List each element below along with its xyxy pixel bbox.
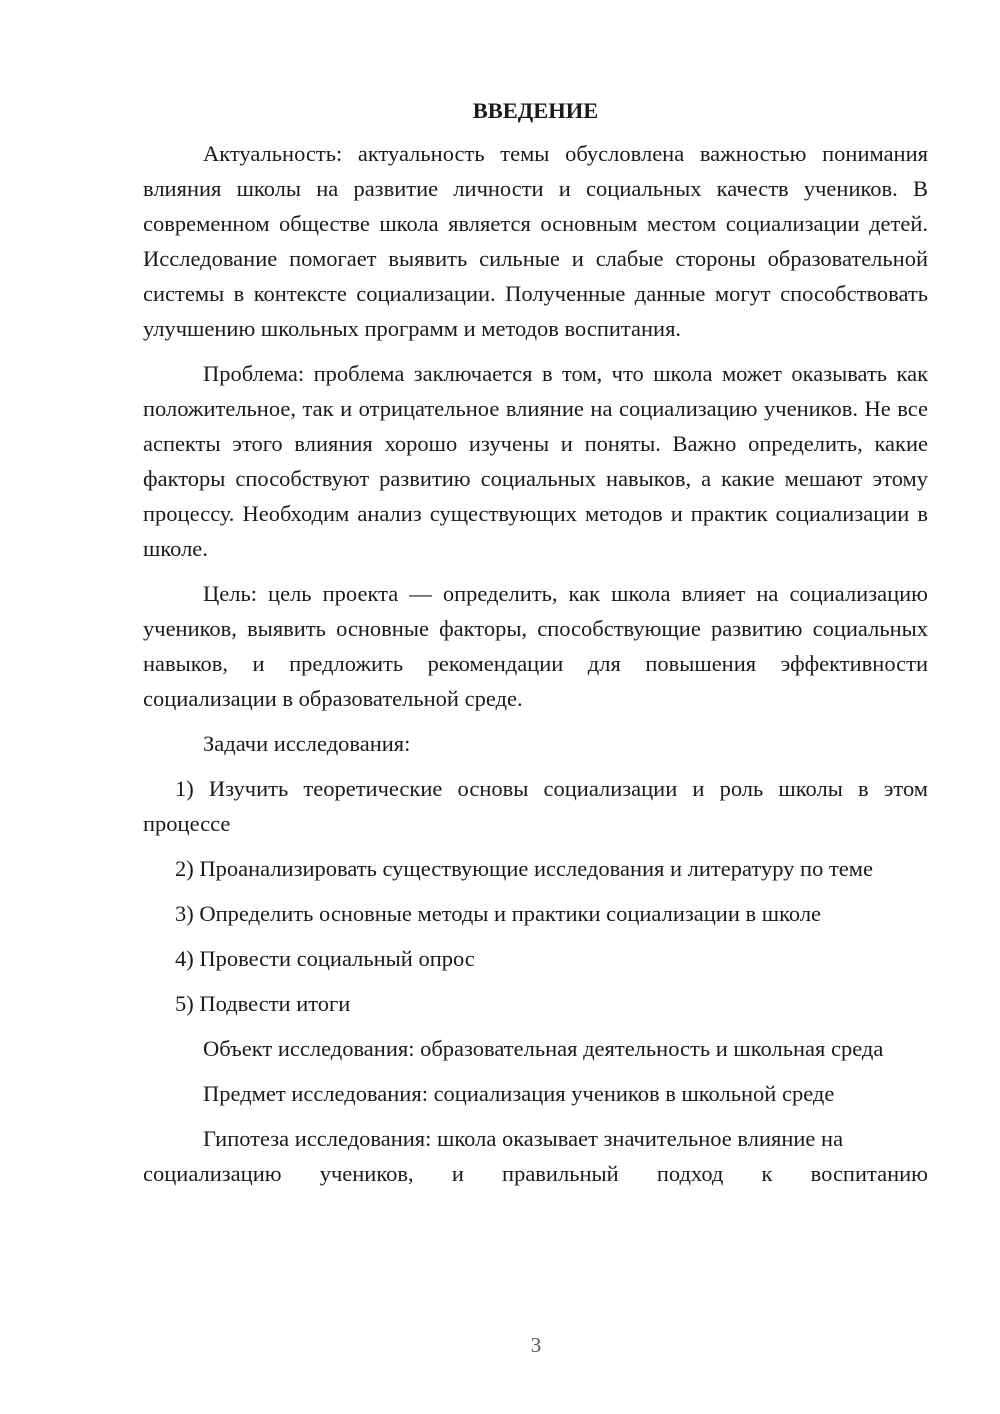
- task-item-5: 5) Подвести итоги: [175, 991, 351, 1016]
- paragraph-hypothesis: Гипотеза исследования: школа оказывает значительное влияние на: [203, 1126, 844, 1151]
- page-number: 3: [530, 1333, 542, 1357]
- paragraph-goal: Цель: цель проекта — определить, как школа влияет на социализацию учеников, выявить основные факторы, способствующие развитию социальных навыков, и предложить рекомендации для повышения эффективности социализации в образовательной среде.: [143, 581, 928, 711]
- paragraph-relevance: Актуальность: актуальность темы обусловлена важностью понимания влияния школы на развитие личности и социальных качеств учеников. В современном обществе школа является основным местом социализации детей. Исследование помогает выявить сильные и слабые стороны образовательной системы в контексте социализации. Полученные данные могут способствовать улучшению школьных программ и методов воспитания.: [143, 141, 928, 341]
- task-item-1: 1) Изучить теоретические основы социализации и роль школы в этом процессе: [143, 776, 928, 836]
- task-item-3: 3) Определить основные методы и практики социализации в школе: [175, 901, 822, 926]
- paragraph-problem: Проблема: проблема заключается в том, что школа может оказывать как положительное, так и отрицательное влияние на социализацию учеников. Не все аспекты этого влияния хорошо изучены и поняты. Важно определить, какие факторы способствуют развитию социальных навыков, а какие мешают этому процессу. Необходим анализ существующих методов и практик социализации в школе.: [143, 361, 928, 561]
- paragraph-subject: Предмет исследования: социализация учеников в школьной среде: [203, 1081, 835, 1106]
- task-item-2: 2) Проанализировать существующие исследования и литературу по теме: [175, 856, 873, 881]
- task-item-4: 4) Провести социальный опрос: [175, 946, 475, 971]
- tasks-heading: Задачи исследования:: [203, 731, 411, 756]
- paragraph-hypothesis-continued: социализацию учеников, и правильный подход к воспитанию: [143, 1161, 928, 1186]
- page-title: ВВЕДЕНИЕ: [472, 98, 599, 123]
- paragraph-object: Объект исследования: образовательная деятельность и школьная среда: [203, 1036, 884, 1061]
- document-body: [143, 96, 928, 1191]
